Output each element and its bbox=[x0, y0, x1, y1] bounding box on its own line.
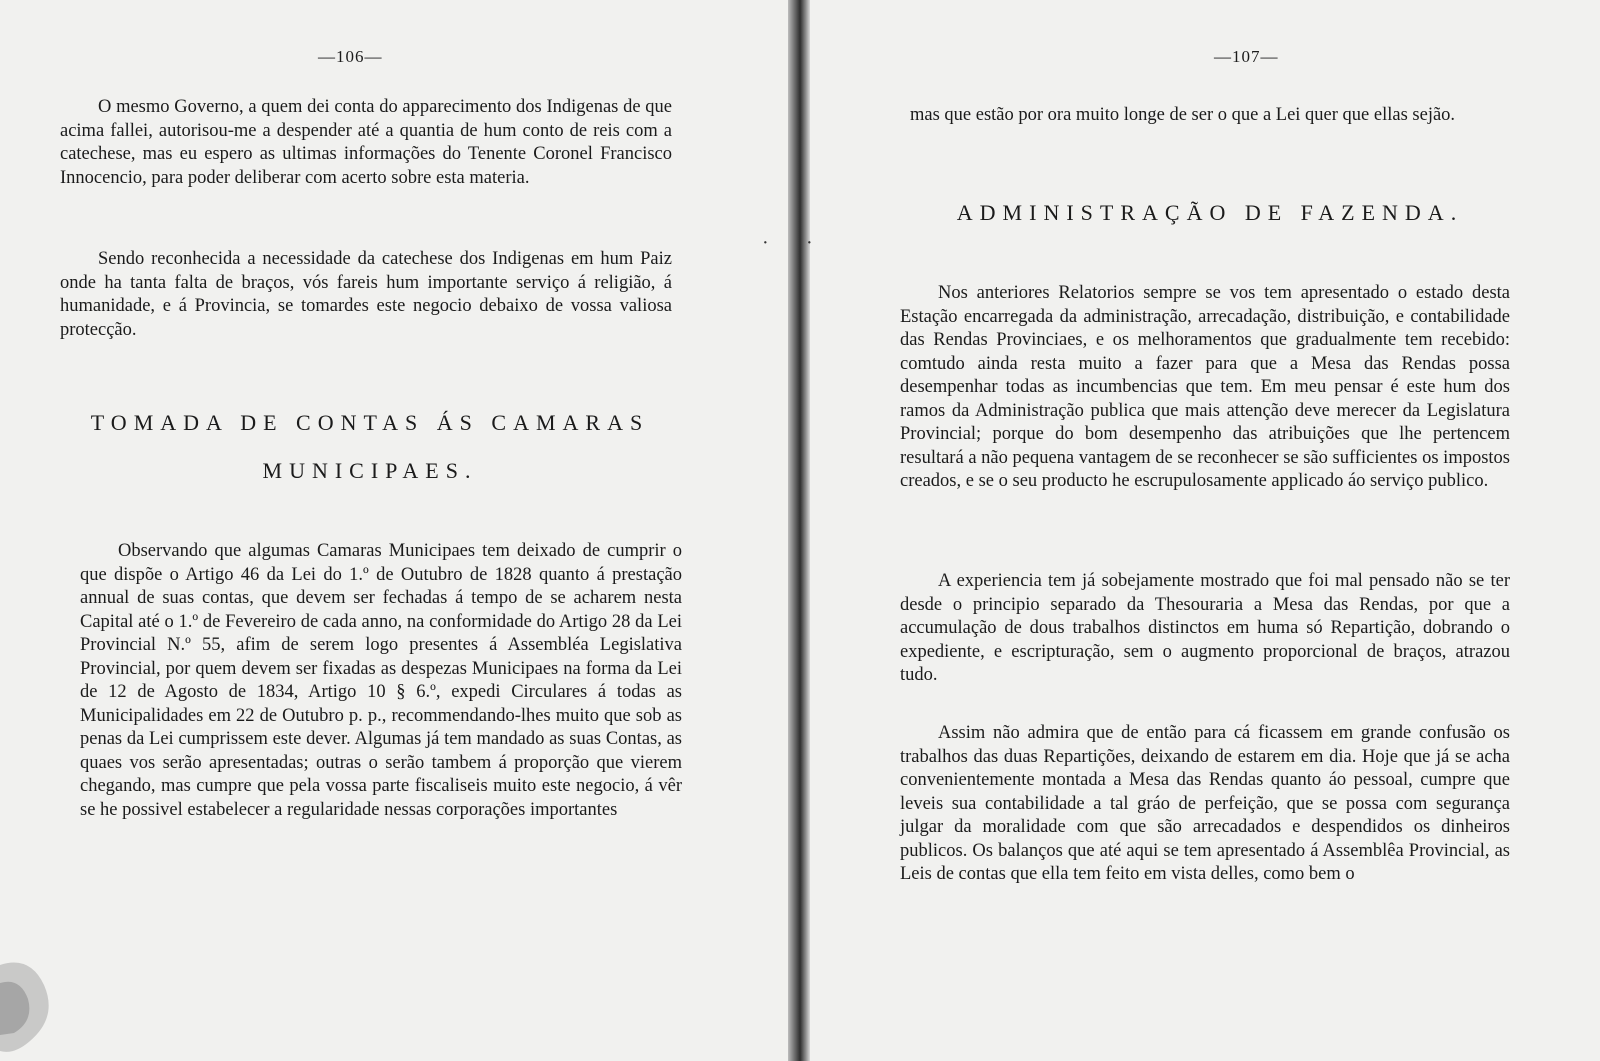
section-heading-continued: MUNICIPAES. bbox=[262, 458, 478, 483]
paragraph: Sendo reconhecida a necessidade da catechese dos Indigenas em hum Paiz onde ha tanta falta de braços, vós fareis hum importante serviço á religião, á humanidade, e á Provincia, se tomardes este negocio debaixo de vossa valiosa protecção. bbox=[60, 249, 672, 340]
paragraph: Assim não admira que de então para cá ficassem em grande confusão os trabalhos das duas Repartições, deixando de estarem em dia. Hoje que já se acha convenientemente montada a Mesa das Rendas quanto áo pessoal, cumpre que leveis sua contabilidade a tal gráo de perfeição, que se possa com segurança julgar da moralidade com que são arrecadados e despendidos os dinheiros publicos. Os balanços que até aqui se tem apresentado á Assemblêa Provincial, as Leis de contas que ella tem feito em vista delles, como bem o bbox=[900, 723, 1510, 884]
paragraph: O mesmo Governo, a quem dei conta do apparecimento dos Indigenas de que acima fallei, autorisou-me a despender até a quantia de hum conto de reis com a catechese, mas eu espero as ultimas informações do Tenente Coronel Francisco Innocencio, para poder deliberar com acerto sobre esta materia. bbox=[60, 97, 672, 188]
right-page bbox=[806, 0, 1600, 1061]
margin-mark: · bbox=[806, 232, 813, 254]
margin-mark: · bbox=[762, 232, 769, 254]
section-heading: TOMADA DE CONTAS ÁS CAMARAS bbox=[90, 410, 650, 435]
left-page bbox=[0, 0, 788, 1061]
page-number: —107— bbox=[1214, 47, 1279, 66]
paragraph: A experiencia tem já sobejamente mostrado que foi mal pensado não se ter desde o principio separado da Thesouraria a Mesa das Rendas, por que a accumulação de dous trabalhos distinctos em huma só Repartição, dobrando o expediente, e escripturação, sem o augmento proporcional de braços, atrazou tudo. bbox=[900, 571, 1510, 685]
page-stain bbox=[0, 955, 60, 1061]
section-heading: ADMINISTRAÇÃO DE FAZENDA. bbox=[956, 200, 1464, 225]
paragraph: Observando que algumas Camaras Municipaes tem deixado de cumprir o que dispõe o Artigo 46 da Lei do 1.º de Outubro de 1828 quanto á prestação annual de suas contas, que devem ser fechadas á tempo de se acharem nesta Capital até o 1.º de Fevereiro de cada anno, na conformidade do Artigo 28 da Lei Provincial N.º 55, afim de serem logo presentes á Assembléa Legislativa Provincial, por quem devem ser fixadas as despezas Municipaes na forma da Lei de 12 de Agosto de 1834, Artigo 10 § 6.º, expedi Circulares á todas as Municipalidades em 22 de Outubro p. p., recommendando-lhes muito que sob as penas da Lei cumprissem este dever. Algumas já tem mandado as suas Contas, as quaes vos serão apresentadas; outras o serão tambem á proporção que vierem chegando, mas cumpre que pela vossa parte fiscaliseis muito este negocio, á vêr se he possivel estabelecer a regularidade nessas corporações importantes bbox=[80, 541, 682, 820]
paragraph: mas que estão por ora muito longe de ser o que a Lei quer que ellas sejão. bbox=[910, 105, 1456, 125]
book-gutter bbox=[788, 0, 810, 1061]
paragraph: Nos anteriores Relatorios sempre se vos tem apresentado o estado desta Estação encarregada da administração, arrecadação, distribuição, e contabilidade das Rendas Provinciaes, e os melhoramentos que gradualmente tem recebido: comtudo ainda resta muito a fazer para que a Mesa das Rendas possa desempenhar todas as incumbencias que tem. Em meu pensar é este hum dos ramos da Administração publica que mais attenção deve merecer da Legislatura Provincial; porque do bom desempenho das atribuições que lhe pertencem resultará a não pequena vantagem de se reconhecer se são sufficientes os impostos creados, e se o seu producto he escrupulosamente applicado áo serviço publico. bbox=[900, 283, 1510, 491]
page-number: —106— bbox=[318, 47, 383, 66]
